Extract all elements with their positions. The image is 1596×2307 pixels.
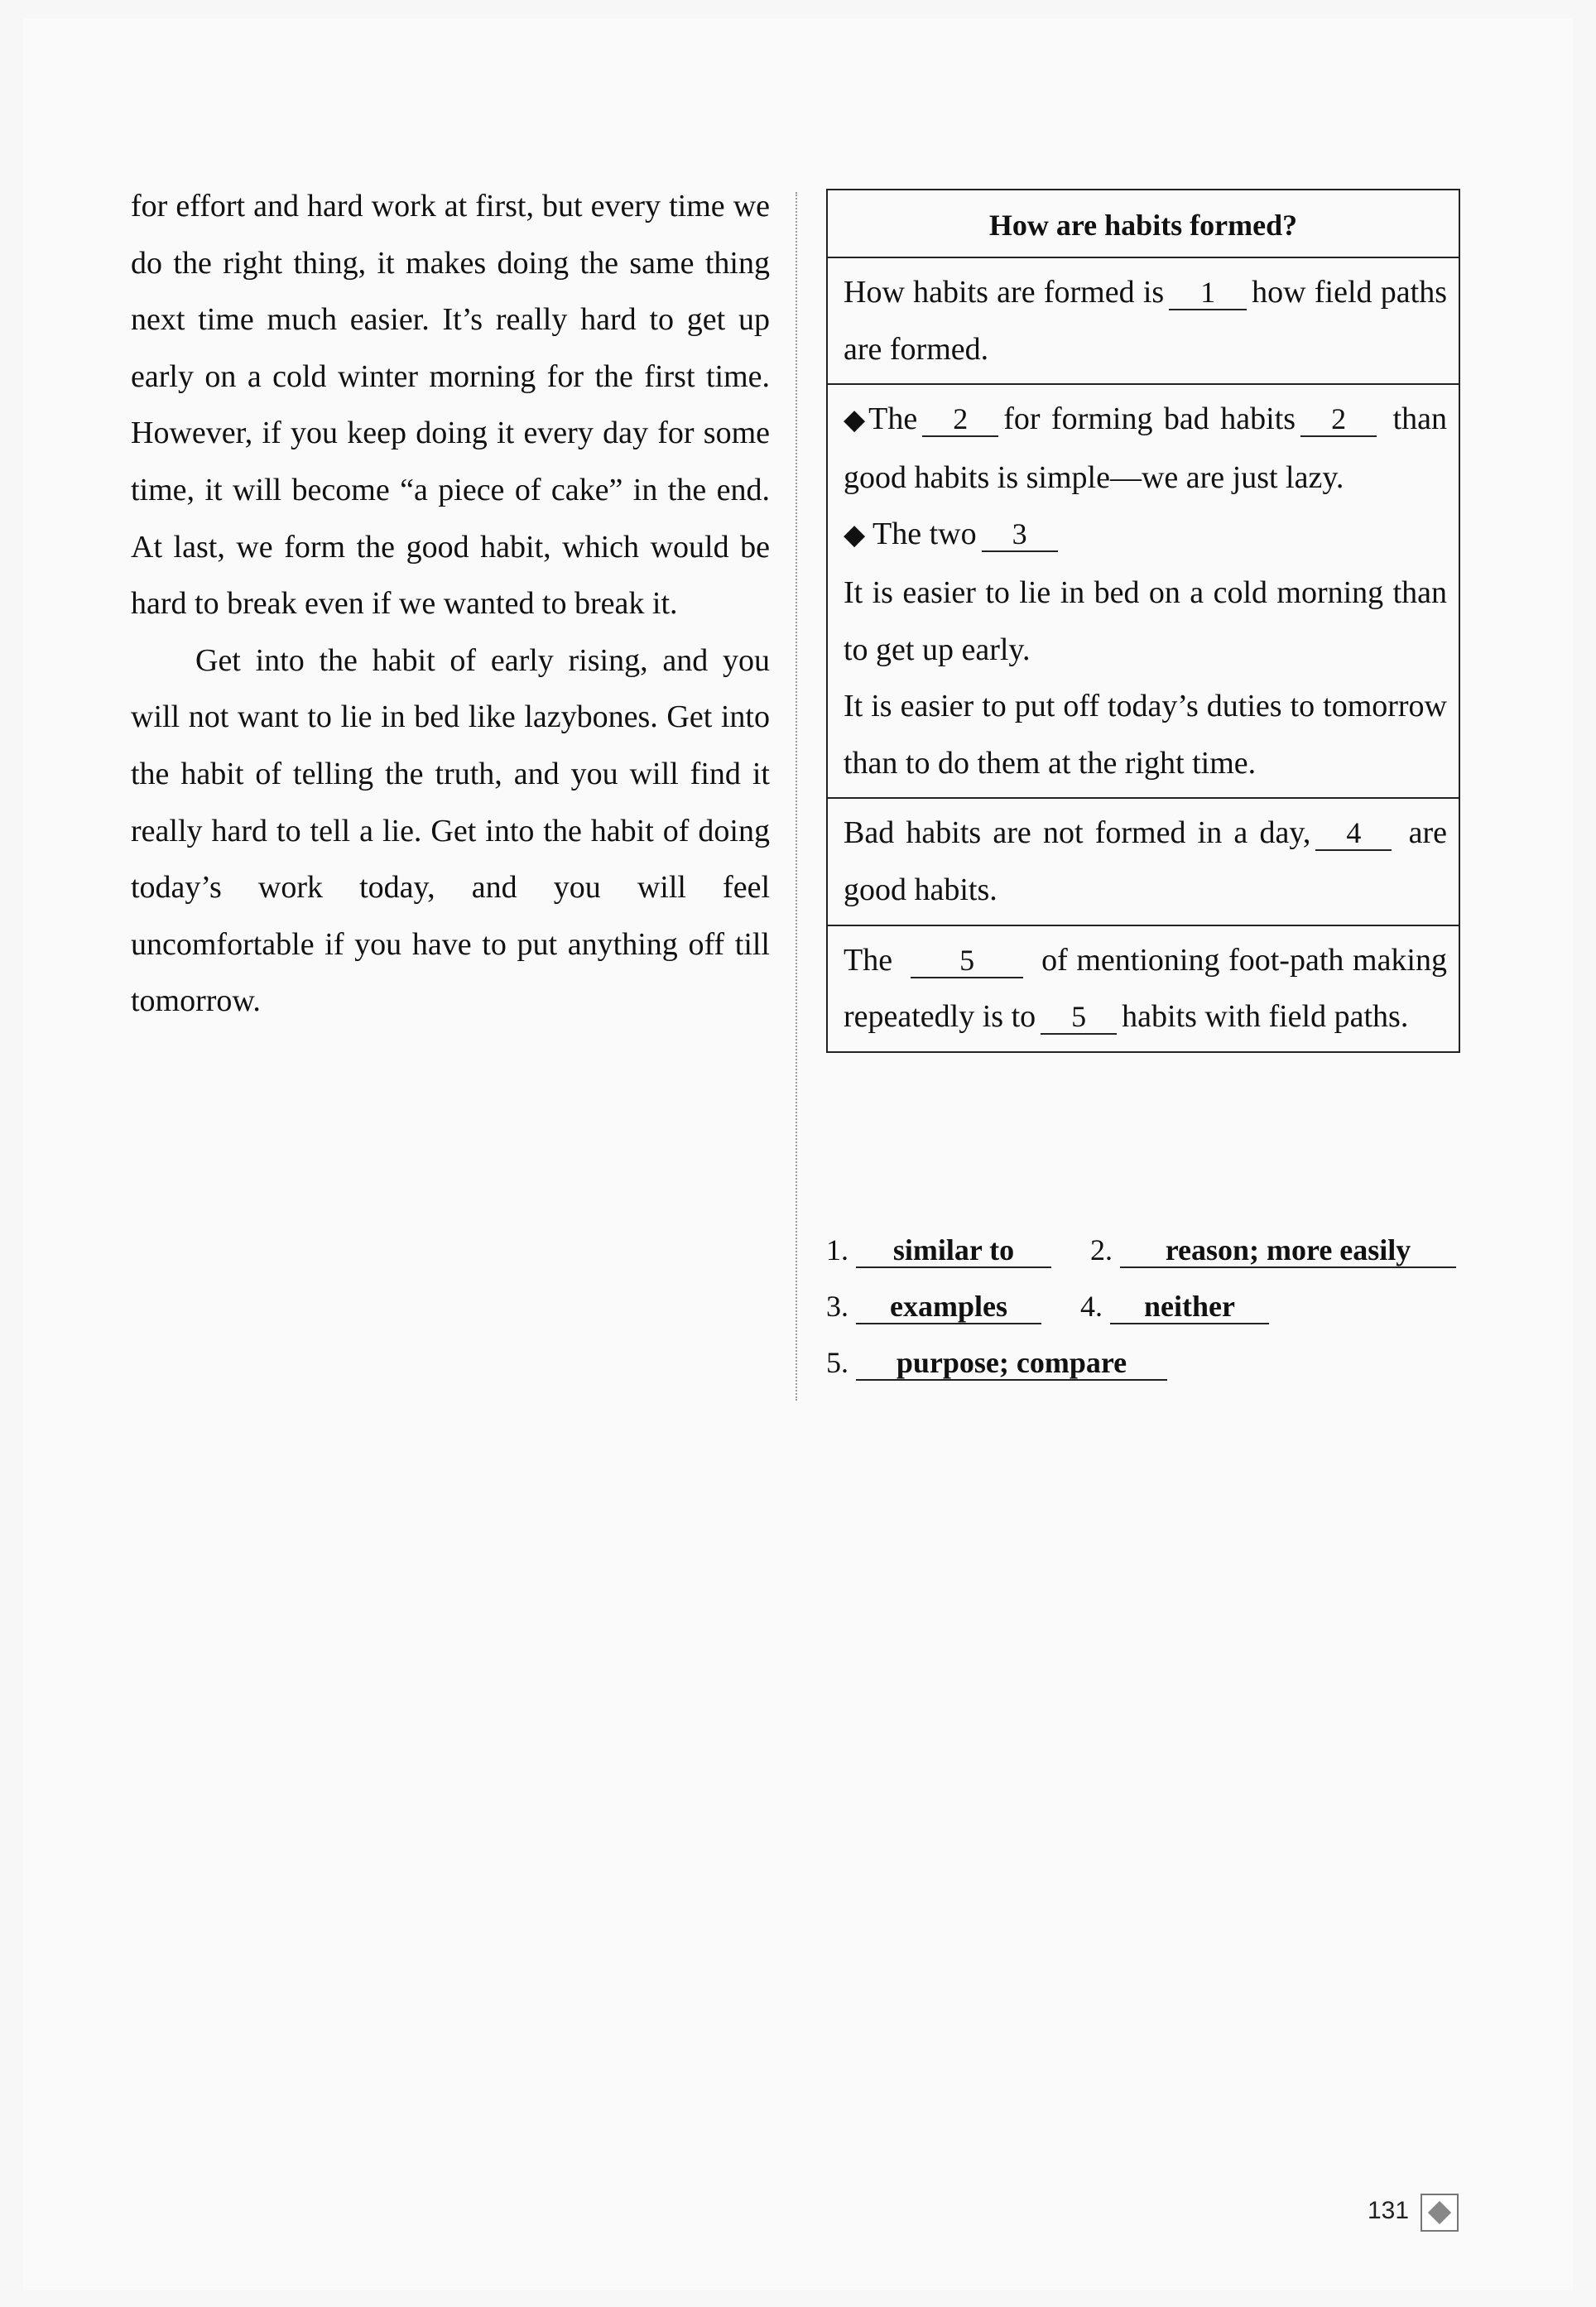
answer-value: examples <box>856 1290 1041 1324</box>
row2-example-1: It is easier to lie in bed on a cold morning than to get up early. <box>844 574 1447 667</box>
blank-1: 1 <box>1169 276 1247 310</box>
passage-column <box>131 178 770 1030</box>
diamond-bullet-icon: ◆ <box>844 520 866 551</box>
table-title: How are habits formed? <box>988 209 1298 242</box>
answer-line-1 <box>826 1222 1472 1278</box>
answer-number: 2. <box>1090 1233 1113 1266</box>
habits-table <box>826 189 1460 1053</box>
row2-text-d: than good habits is simple—we are just lazy. <box>844 401 1447 495</box>
row2-line-a <box>844 391 1447 506</box>
row1-text-c: how field paths are formed. <box>844 275 1447 367</box>
row3-text-c: are good habits. <box>844 815 1447 907</box>
answer-number: 1. <box>826 1233 848 1266</box>
answer-value: similar to <box>856 1233 1051 1268</box>
blank-5b: 5 <box>1041 1000 1117 1035</box>
column-divider <box>796 192 797 1401</box>
answer-line-3 <box>826 1334 1472 1391</box>
passage-paragraph-1: for effort and hard work at first, but every time we do the right thing, it makes doing the same thing next time much easier. It’s really hard to get up early on a cold winter morning for the first time. However, if you keep doing it every day for some time, it will become “a piece of cake” in the end. At last, we form the good habit, which would be hard to break even if we wanted to break it. <box>131 189 770 622</box>
blank-3: 3 <box>982 517 1058 552</box>
answer-value: reason; more easily <box>1120 1233 1456 1268</box>
page-number: 131 <box>1368 2197 1410 2224</box>
row2-example-2: It is easier to put off today’s duties to tomorrow than to do them at the right time. <box>844 689 1447 781</box>
table-row-3 <box>828 797 1459 924</box>
table-row-4 <box>828 925 1459 1051</box>
row2-text-e: The two <box>872 517 977 552</box>
answer-key <box>826 1222 1472 1391</box>
row2-text-c: for forming bad habits <box>1003 401 1296 437</box>
answer-number: 4. <box>1080 1290 1103 1323</box>
answer-value: purpose; compare <box>856 1346 1167 1381</box>
blank-4: 4 <box>1315 816 1392 851</box>
table-row-2 <box>828 383 1459 797</box>
blank-5a: 5 <box>911 944 1023 978</box>
passage-paragraph-2: Get into the habit of early rising, and you will not want to lie in bed like lazybones. Get into the habit of telling the truth, and you will find it really hard to tell a lie. Get into the habit of doing today’s work today, and you will feel uncomfortable if you have to put anything off till tomorrow. <box>131 642 770 1019</box>
row1-text-a: How habits are formed is <box>844 275 1165 310</box>
row2-text-a: The <box>868 401 918 437</box>
blank-2b: 2 <box>1300 402 1377 437</box>
answer-number: 3. <box>826 1290 848 1323</box>
answer-number: 5. <box>826 1346 848 1379</box>
row2-line-e <box>844 506 1447 565</box>
diamond-page-icon <box>1421 2194 1459 2232</box>
row3-text-a: Bad habits are not formed in a day, <box>844 815 1311 851</box>
table-row-1 <box>828 257 1459 383</box>
row4-text-a: The <box>844 942 893 978</box>
row4-text-c: of mentioning foot-path making repeatedly is to <box>844 942 1447 1035</box>
row4-text-d: habits with field paths. <box>1122 999 1409 1035</box>
answer-value: neither <box>1110 1290 1269 1324</box>
diamond-bullet-icon: ◆ <box>844 405 869 436</box>
blank-2a: 2 <box>922 402 998 437</box>
answer-line-2 <box>826 1278 1472 1334</box>
